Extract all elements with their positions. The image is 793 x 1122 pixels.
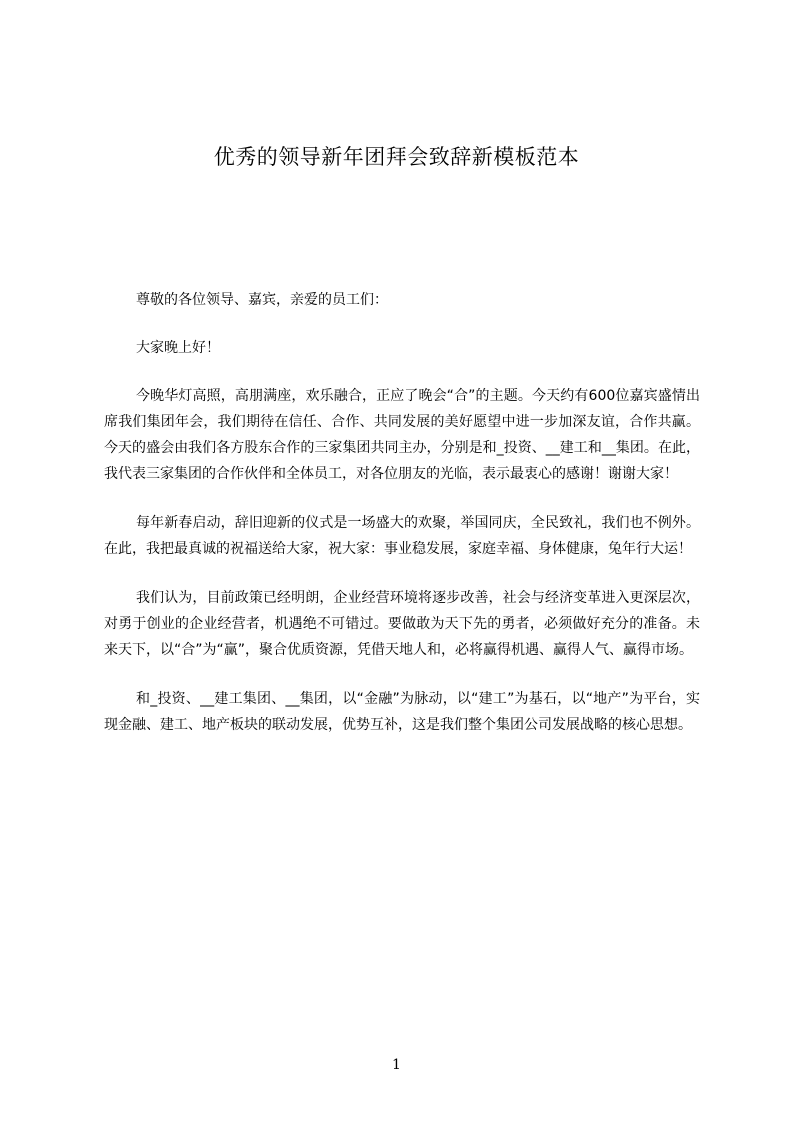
paragraph-greeting: 大家晚上好！ [136,340,220,356]
paragraph-salutation: 尊敬的各位领导、嘉宾，亲爱的员工们： [136,292,388,308]
paragraph-2: 每年新春启动，辞旧迎新的仪式是一场盛大的欢聚，举国同庆，全民致礼，我们也不例外。在此，我把最真诚的祝福送给大家，祝大家：事业稳发展，家庭幸福、身体健康，兔年行大运！ [104,515,700,557]
document-body [104,287,700,761]
paragraph-4: 和_投资、__建工集团、__集团，以“金融”为脉动，以“建工”为基石，以“地产”为平台，实现金融、建工、地产板块的联动发展，优势互补，这是我们整个集团公司发展战略的核心思想。 [104,691,700,733]
paragraph-3: 我们认为，目前政策已经明朗，企业经营环境将逐步改善，社会与经济变革进入更深层次，对勇于创业的企业经营者，机遇绝不可错过。要做敢为天下先的勇者，必须做好充分的准备。未来天下，以“合”为“赢”，聚合优质资源，凭借天地人和，必将赢得机遇、赢得人气、赢得市场。 [104,590,700,658]
page-number: 1 [392,1057,401,1073]
paragraph-1: 今晚华灯高照，高朋满座，欢乐融合，正应了晚会“合”的主题。今天约有600位嘉宾盛情出席我们集团年会，我们期待在信任、合作、共同发展的美好愿望中进一步加深友谊，合作共赢。今天的盛会由我们各方股东合作的三家集团共同主办，分别是和_投资、__建工和__集团。在此，我代表三家集团的合作伙伴和全体员工，对各位朋友的光临，表示最衷心的感谢！谢谢大家！ [104,388,700,482]
document-title: 优秀的领导新年团拜会致辞新模板范本 [213,145,580,169]
